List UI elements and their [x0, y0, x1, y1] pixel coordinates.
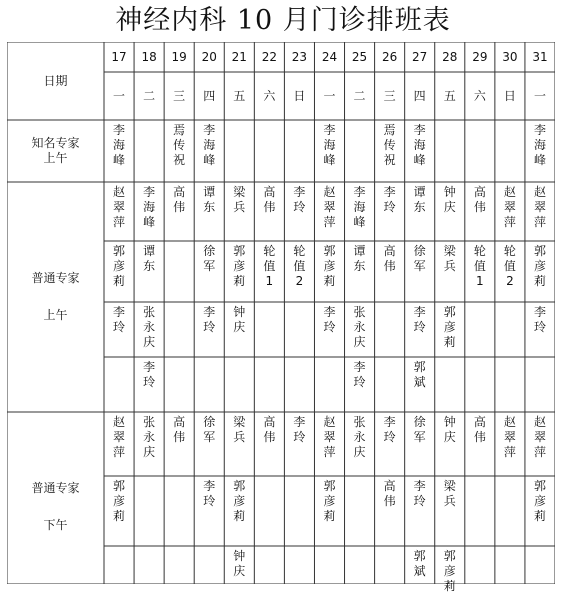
doctor-cell: 赵 翠 萍 [323, 415, 336, 459]
doctor-cell: 钟 庆 [233, 305, 246, 334]
date-cell: 17 [111, 49, 127, 64]
doctor-cell: 张 永 庆 [143, 415, 156, 459]
doctor-cell: 梁 兵 [443, 479, 456, 508]
doctor-cell: 徐 军 [203, 415, 216, 444]
section-label-line1: 知名专家 [31, 136, 80, 150]
doctor-cell: 李 海 峰 [533, 123, 546, 167]
doctor-cell: 李 玲 [353, 360, 366, 389]
date-cell: 20 [201, 49, 217, 64]
weekday-cell: 三 [173, 88, 186, 103]
doctor-cell: 赵 翠 萍 [113, 415, 126, 459]
section-label-line1: 普通专家 [31, 271, 80, 285]
doctor-cell: 赵 翠 萍 [323, 185, 336, 229]
weekday-cell: 四 [203, 88, 216, 103]
date-cell: 18 [141, 49, 157, 64]
section-label-line2: 上午 [43, 151, 68, 165]
date-cell: 19 [171, 49, 187, 64]
doctor-cell: 张 永 庆 [143, 305, 156, 349]
doctor-cell: 轮 值 2 [293, 244, 306, 288]
weekday-cell: 三 [383, 88, 396, 103]
doctor-cell: 郭 彦 莉 [233, 479, 246, 523]
doctor-cell: 徐 军 [203, 244, 216, 273]
doctor-cell: 赵 翠 萍 [503, 185, 516, 229]
doctor-cell: 郭 彦 莉 [533, 244, 546, 288]
date-cell: 26 [381, 49, 398, 64]
doctor-cell: 高 伟 [173, 185, 186, 214]
doctor-cell: 赵 翠 萍 [533, 185, 546, 229]
doctor-cell: 李 玲 [533, 305, 546, 334]
doctor-cell: 李 玲 [293, 415, 306, 444]
doctor-cell: 李 玲 [323, 305, 336, 334]
doctor-cell: 李 海 峰 [323, 123, 336, 167]
section-label [7, 120, 104, 182]
date-cell: 22 [261, 49, 277, 64]
doctor-cell: 高 伟 [263, 415, 276, 444]
doctor-cell: 钟 庆 [233, 549, 246, 578]
doctor-cell: 赵 翠 萍 [503, 415, 516, 459]
doctor-cell: 李 海 峰 [113, 123, 126, 167]
date-cell: 24 [321, 49, 338, 64]
doctor-cell: 李 玲 [203, 479, 216, 508]
doctor-cell: 李 海 峰 [203, 123, 216, 167]
doctor-cell: 谭 东 [143, 244, 156, 273]
date-cell: 25 [351, 49, 368, 64]
weekday-cell: 日 [293, 88, 306, 103]
doctor-cell: 郭 彦 莉 [323, 479, 336, 523]
weekday-cell: 一 [323, 88, 336, 103]
doctor-cell: 郭 斌 [413, 549, 426, 578]
doctor-cell: 钟 庆 [443, 415, 456, 444]
section-label-line1: 普通专家 [31, 481, 80, 495]
date-cell: 28 [442, 49, 458, 64]
doctor-cell: 高 伟 [383, 479, 396, 508]
doctor-cell: 梁 兵 [443, 244, 456, 273]
doctor-cell: 李 玲 [413, 305, 426, 334]
weekday-cell: 二 [143, 88, 156, 103]
section-label [7, 182, 104, 412]
doctor-cell: 李 玲 [203, 305, 216, 334]
date-cell: 29 [472, 49, 488, 64]
doctor-cell: 梁 兵 [233, 185, 246, 214]
weekday-cell: 日 [503, 88, 516, 103]
doctor-cell: 郭 彦 莉 [113, 479, 126, 523]
doctor-cell: 李 海 峰 [353, 185, 366, 229]
weekday-cell: 六 [263, 88, 276, 103]
doctor-cell: 赵 翠 萍 [533, 415, 546, 459]
weekday-cell: 六 [473, 88, 486, 103]
section-label-line2: 上午 [43, 308, 68, 322]
doctor-cell: 徐 军 [413, 415, 426, 444]
doctor-cell: 郭 彦 莉 [443, 549, 456, 593]
doctor-cell: 李 海 峰 [413, 123, 426, 167]
doctor-cell: 徐 军 [413, 244, 426, 273]
weekday-cell: 二 [353, 88, 366, 103]
doctor-cell: 高 伟 [473, 415, 486, 444]
doctor-cell: 郭 彦 莉 [533, 479, 546, 523]
date-cell: 30 [502, 49, 518, 64]
weekday-cell: 五 [233, 88, 246, 103]
schedule-table [7, 42, 555, 593]
doctor-cell: 高 伟 [263, 185, 276, 214]
doctor-cell: 高 伟 [383, 244, 396, 273]
doctor-cell: 赵 翠 萍 [113, 185, 126, 229]
doctor-cell: 焉 传 祝 [173, 123, 186, 167]
doctor-cell: 焉 传 祝 [383, 123, 396, 167]
date-cell: 23 [291, 49, 308, 64]
doctor-cell: 李 玲 [293, 185, 306, 214]
doctor-cell: 郭 彦 莉 [233, 244, 246, 288]
weekday-cell: 一 [533, 88, 546, 103]
doctor-cell: 谭 东 [413, 185, 426, 214]
weekday-cell: 一 [113, 88, 126, 103]
section-label-line2: 下午 [43, 518, 68, 532]
date-cell: 27 [412, 49, 428, 64]
doctor-cell: 轮 值 2 [503, 244, 516, 288]
doctor-cell: 郭 斌 [413, 360, 426, 389]
date-cell: 31 [532, 49, 548, 64]
doctor-cell: 谭 东 [203, 185, 216, 214]
doctor-cell: 李 玲 [383, 185, 396, 214]
doctor-cell: 高 伟 [173, 415, 186, 444]
doctor-cell: 轮 值 1 [263, 244, 276, 288]
doctor-cell: 梁 兵 [233, 415, 246, 444]
date-cell: 21 [231, 49, 247, 64]
doctor-cell: 钟 庆 [443, 185, 456, 214]
doctor-cell: 李 玲 [113, 305, 126, 334]
weekday-cell: 五 [443, 88, 456, 103]
doctor-cell: 张 永 庆 [353, 305, 366, 349]
doctor-cell: 李 玲 [413, 479, 426, 508]
doctor-cell: 李 玲 [383, 415, 396, 444]
date-header-label: 日期 [43, 73, 68, 88]
doctor-cell: 李 海 峰 [143, 185, 156, 229]
doctor-cell: 谭 东 [353, 244, 366, 273]
doctor-cell: 郭 彦 莉 [443, 305, 456, 349]
page-title: 神经内科 10 月门诊排班表 [115, 5, 451, 36]
weekday-cell: 四 [413, 88, 426, 103]
doctor-cell: 高 伟 [473, 185, 486, 214]
doctor-cell: 李 玲 [143, 360, 156, 389]
doctor-cell: 轮 值 1 [473, 244, 486, 288]
doctor-cell: 郭 彦 莉 [323, 244, 336, 288]
section-label [7, 412, 104, 602]
doctor-cell: 张 永 庆 [353, 415, 366, 459]
doctor-cell: 郭 彦 莉 [113, 244, 126, 288]
